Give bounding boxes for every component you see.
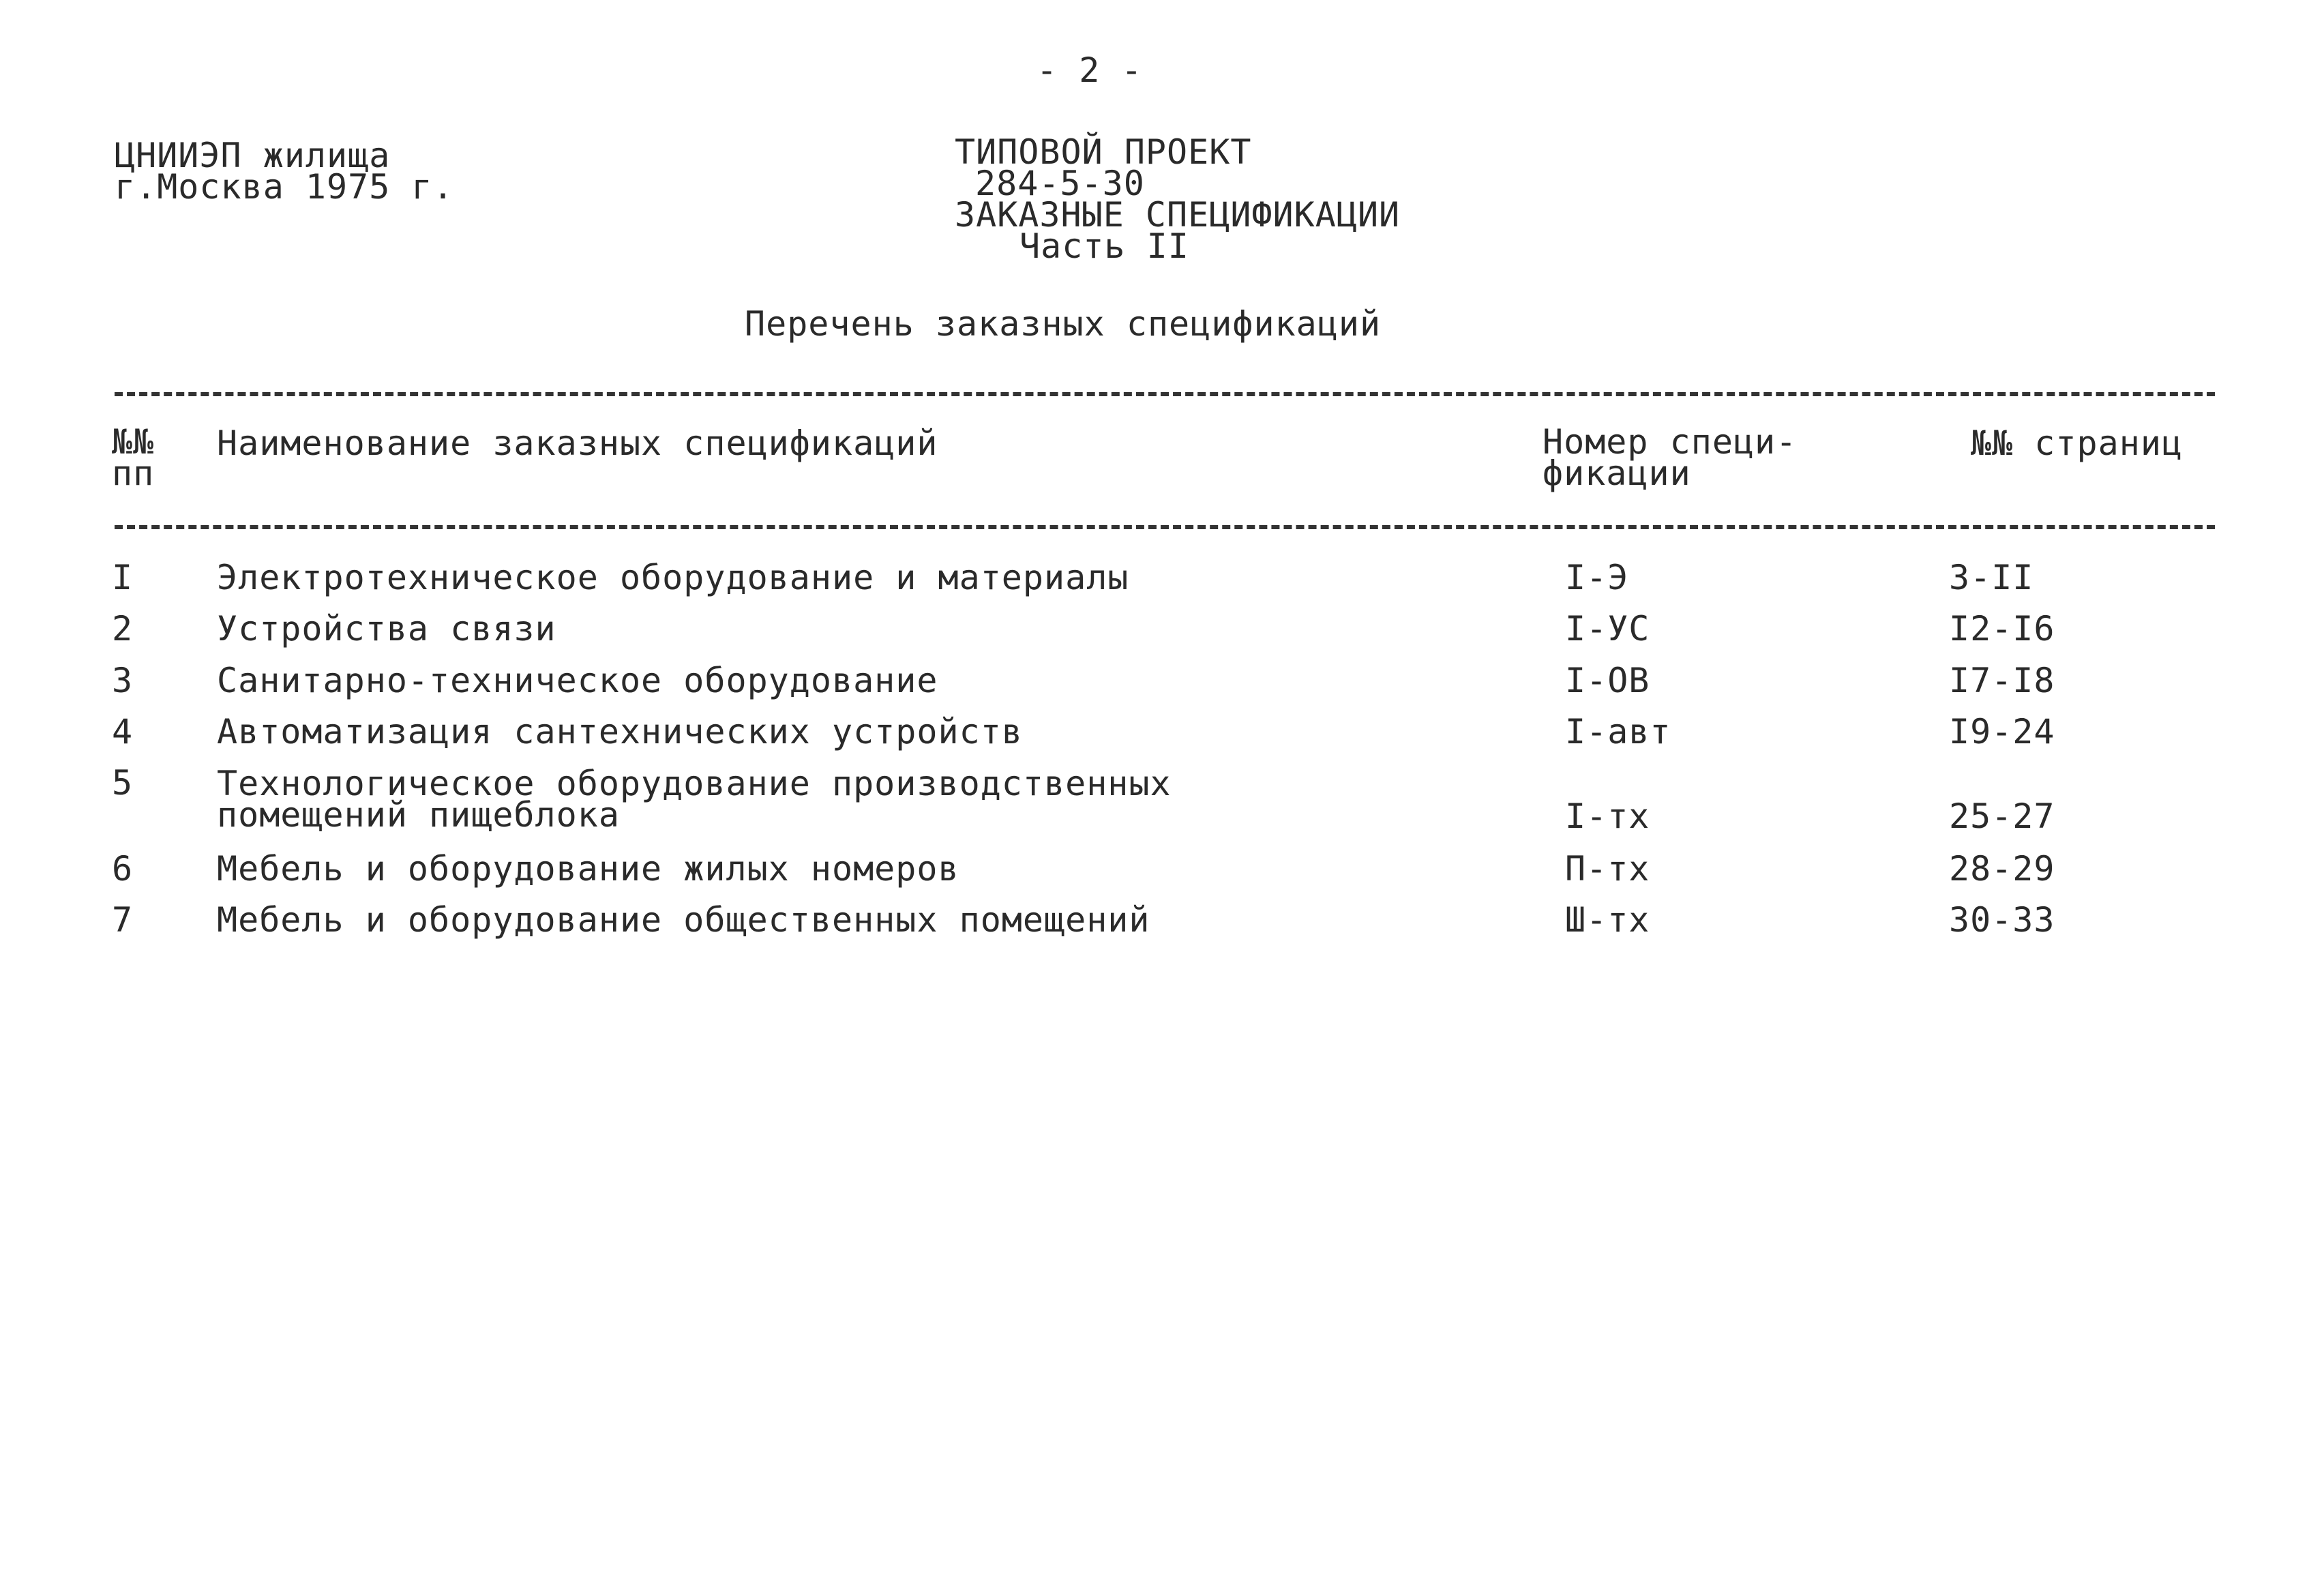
row-4-name: Автоматизация сантехнических устройств <box>217 712 1023 751</box>
header-spec-line1: Номер специ- <box>1543 422 1798 462</box>
row-5-spec: I-тх <box>1565 796 1650 836</box>
row-7-number: 7 <box>112 900 134 940</box>
row-2-name: Устройства связи <box>217 609 556 649</box>
table-header-divider <box>115 525 2215 529</box>
organization-city-year: г.Москва 1975 г. <box>115 167 454 207</box>
project-block <box>955 132 1401 266</box>
project-number: 284-5-30 <box>975 164 1145 203</box>
row-6-pages: 28-29 <box>1949 849 2055 889</box>
row-2-number: 2 <box>112 609 134 649</box>
row-4-pages: I9-24 <box>1949 712 2055 751</box>
row-7-pages: 30-33 <box>1949 900 2055 940</box>
row-6-name: Мебель и оборудование жилых номеров <box>217 849 959 889</box>
row-1-spec: I-Э <box>1565 558 1629 597</box>
page-number: - 2 - <box>1037 50 1143 90</box>
header-number-line2: пп <box>112 453 155 493</box>
row-5-name-line1: Технологическое оборудование производственных <box>217 764 1172 803</box>
row-3-number: 3 <box>112 661 134 700</box>
row-6-spec: П-тх <box>1565 849 1650 889</box>
header-pages: №№ страниц <box>1971 423 2184 463</box>
row-4-spec: I-авт <box>1565 712 1671 751</box>
row-2-pages: I2-I6 <box>1949 609 2055 649</box>
row-2-spec: I-УС <box>1565 609 1650 649</box>
project-part: Часть II <box>1019 226 1189 266</box>
row-5-name-line2: помещений пищеблока <box>217 795 620 835</box>
row-5-name <box>217 764 1172 835</box>
row-1-pages: 3-II <box>1949 558 2034 597</box>
row-5-pages: 25-27 <box>1949 796 2055 836</box>
row-4-number: 4 <box>112 712 134 751</box>
row-3-name: Санитарно-техническое оборудование <box>217 661 938 700</box>
header-number-line1: №№ <box>112 422 155 462</box>
header-spec-number <box>1543 422 1798 493</box>
row-3-spec: I-ОВ <box>1565 661 1650 700</box>
list-title: Перечень заказных спецификаций <box>745 304 1382 344</box>
table-top-divider <box>115 392 2215 396</box>
header-spec-line2: фикации <box>1543 453 1691 493</box>
row-7-spec: Ш-тх <box>1565 900 1650 940</box>
row-1-name: Электротехническое оборудование и материалы <box>217 558 1129 597</box>
row-6-number: 6 <box>112 849 134 889</box>
row-1-number: I <box>112 558 134 597</box>
header-name: Наименование заказных спецификаций <box>217 423 938 463</box>
row-7-name: Мебель и оборудование общественных помещений <box>217 900 1150 940</box>
organization-block <box>115 136 454 207</box>
header-number <box>112 422 155 493</box>
organization-name: ЦНИИЭП жилища <box>115 136 391 175</box>
project-type: ТИПОВОЙ ПРОЕКТ <box>955 132 1252 172</box>
project-section: ЗАКАЗНЫЕ СПЕЦИФИКАЦИИ <box>955 195 1401 235</box>
row-3-pages: I7-I8 <box>1949 661 2055 700</box>
row-5-number: 5 <box>112 763 134 803</box>
